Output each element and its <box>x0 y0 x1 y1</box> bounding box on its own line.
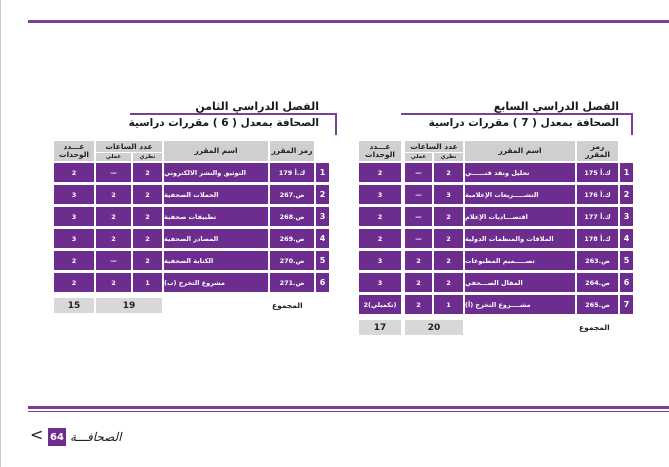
course-name: تصـــــميم المطبوعات <box>465 251 575 270</box>
row-number: 2 <box>620 185 633 204</box>
page-number: 64 <box>48 428 66 446</box>
row-number: 1 <box>316 163 329 182</box>
header-units: عـــدد الوحدات <box>359 141 401 161</box>
theory-hours: 2 <box>434 273 463 292</box>
row-number: 5 <box>316 251 329 270</box>
total-units: 17 <box>359 320 401 335</box>
credit-units: 3 <box>359 251 401 270</box>
header-hours: عدد الساعات <box>405 141 463 152</box>
bottom-rule-thin <box>28 411 669 412</box>
total-hours: 19 <box>96 298 162 313</box>
header-units: عـــدد الوحدات <box>54 141 94 161</box>
course-name: المصادر الصحفية <box>164 229 268 248</box>
semester-8-subtitle: الصحافة بمعدل ( 6 ) مقررات دراسية <box>128 117 319 129</box>
total-label: المجموع <box>579 323 610 332</box>
practical-hours: 2 <box>96 273 131 292</box>
course-code: ص.268 <box>270 207 314 226</box>
row-number: 2 <box>316 185 329 204</box>
course-code: ك.أ 176 <box>577 185 618 204</box>
course-name: مشــــروع التخرج (أ) <box>465 295 575 314</box>
row-number: 3 <box>620 207 633 226</box>
practical-hours: — <box>405 207 432 226</box>
course-name: التشـــــريعات الإعلامية <box>465 185 575 204</box>
practical-hours: 2 <box>405 273 432 292</box>
credit-units: 2 <box>359 207 401 226</box>
theory-hours: 1 <box>133 273 162 292</box>
header-practical: عملي <box>405 153 432 161</box>
credit-units: 3 <box>54 185 94 204</box>
bottom-rule <box>28 406 669 409</box>
header-name: اسم المقرر <box>465 141 575 161</box>
semester-8-title: الفصل الدراسي الثامن <box>195 100 319 113</box>
row-number: 1 <box>620 163 633 182</box>
row-number: 6 <box>316 273 329 292</box>
row-number: 5 <box>620 251 633 270</box>
credit-units: 2(تكميلي) <box>359 295 401 314</box>
course-code: ك.أ 178 <box>577 229 618 248</box>
practical-hours: — <box>405 229 432 248</box>
total-label: المجموع <box>272 301 303 310</box>
course-name: التوثيق والنشر الالكتروني <box>164 163 268 182</box>
practical-hours: 2 <box>405 251 432 270</box>
course-name: المقال الصـــحفي <box>465 273 575 292</box>
total-hours: 20 <box>405 320 463 335</box>
semester-7-title: الفصل الدراسي السابع <box>493 100 619 113</box>
theory-hours: 3 <box>434 185 463 204</box>
row-number: 3 <box>316 207 329 226</box>
course-code: ص.265 <box>577 295 618 314</box>
row-number: 4 <box>316 229 329 248</box>
chevron-left-icon[interactable]: < <box>30 425 44 444</box>
practical-hours: 2 <box>96 229 131 248</box>
course-name: تطبيقات صحفية <box>164 207 268 226</box>
total-units: 15 <box>54 298 94 313</box>
page-edge <box>0 0 1 467</box>
header-code: رمز المقرر <box>270 141 314 161</box>
course-name: تحليل ونقد فنــــــي <box>465 163 575 182</box>
theory-hours: 2 <box>133 251 162 270</box>
credit-units: 3 <box>359 273 401 292</box>
course-code: ص.270 <box>270 251 314 270</box>
theory-hours: 1 <box>434 295 463 314</box>
course-code: ك.أ 175 <box>577 163 618 182</box>
course-name: مشروع التخرج (ب) <box>164 273 268 292</box>
theory-hours: 2 <box>434 207 463 226</box>
top-rule <box>28 20 669 23</box>
theory-hours: 2 <box>133 207 162 226</box>
credit-units: 3 <box>54 207 94 226</box>
course-name: الكتابة الصحفية <box>164 251 268 270</box>
credit-units: 2 <box>54 251 94 270</box>
course-name: الملاقات والمنظمات الدولية <box>465 229 575 248</box>
practical-hours: 2 <box>96 207 131 226</box>
course-code: ص.271 <box>270 273 314 292</box>
credit-units: 2 <box>359 163 401 182</box>
practical-hours: 2 <box>96 185 131 204</box>
header-hours: عدد الساعات <box>96 141 162 152</box>
course-name: الحملات الصحفية <box>164 185 268 204</box>
header-theory: نظري <box>434 153 463 161</box>
practical-hours: — <box>405 163 432 182</box>
header-theory: نظري <box>133 153 162 161</box>
magazine-logo: الصحافـــة <box>70 430 122 444</box>
course-code: ك.أ 179 <box>270 163 314 182</box>
semester-7-subtitle: الصحافة بمعدل ( 7 ) مقررات دراسية <box>428 117 619 129</box>
theory-hours: 2 <box>133 229 162 248</box>
semester-8-heading <box>112 100 337 136</box>
credit-units: 3 <box>359 185 401 204</box>
course-code: ص.263 <box>577 251 618 270</box>
semester-7-heading <box>383 100 633 136</box>
row-number: 4 <box>620 229 633 248</box>
course-code: ص.269 <box>270 229 314 248</box>
course-code: ك.أ 177 <box>577 207 618 226</box>
course-name: اقتصـــاديات الإعلام <box>465 207 575 226</box>
header-practical: عملي <box>96 153 131 161</box>
practical-hours: — <box>96 163 131 182</box>
course-code: ص.267 <box>270 185 314 204</box>
theory-hours: 2 <box>434 163 463 182</box>
credit-units: 2 <box>359 229 401 248</box>
practical-hours: 2 <box>405 295 432 314</box>
row-number: 7 <box>620 295 633 314</box>
credit-units: 3 <box>54 229 94 248</box>
credit-units: 2 <box>54 273 94 292</box>
row-number: 6 <box>620 273 633 292</box>
header-name: اسم المقرر <box>164 141 268 161</box>
course-code: ص.264 <box>577 273 618 292</box>
header-code: رمز المقرر <box>577 141 618 161</box>
theory-hours: 2 <box>434 251 463 270</box>
practical-hours: — <box>405 185 432 204</box>
practical-hours: — <box>96 251 131 270</box>
theory-hours: 2 <box>133 185 162 204</box>
theory-hours: 2 <box>133 163 162 182</box>
credit-units: 2 <box>54 163 94 182</box>
theory-hours: 2 <box>434 229 463 248</box>
